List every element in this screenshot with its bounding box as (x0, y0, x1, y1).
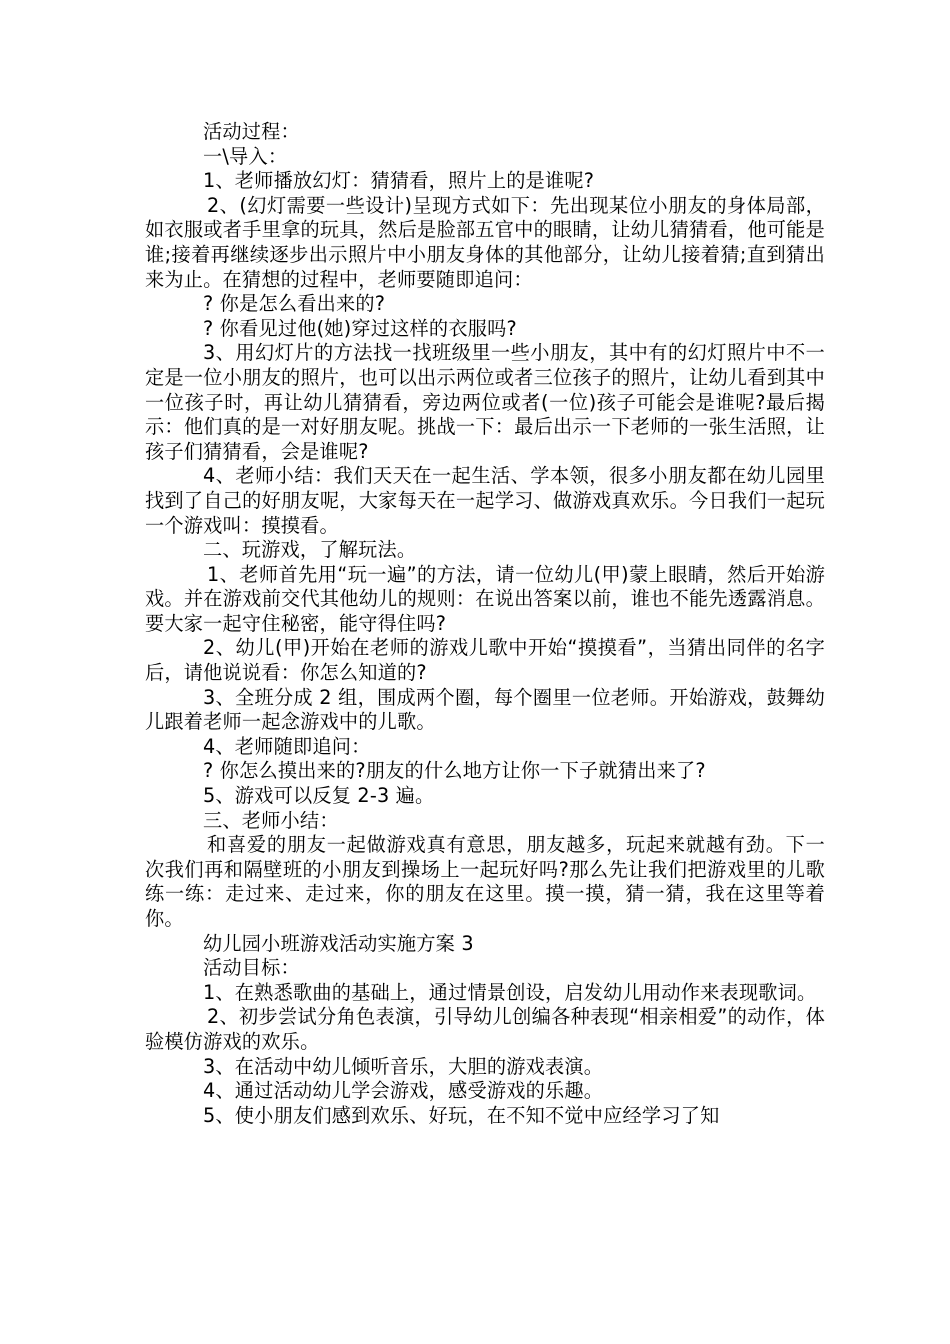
paragraph: 二、玩游戏，了解玩法。 (203, 538, 417, 562)
paragraph: 1、老师首先用“玩一遍”的方法，请一位幼儿(甲)蒙上眼睛，然后开始游戏。并在游戏前交代其他幼儿的规则：在说出答案以前，谁也不能先透露消息。要大家一起守住秘密，能守得住吗? (145, 562, 825, 635)
paragraph: 活动目标： (203, 956, 300, 980)
document-body (145, 120, 825, 1128)
paragraph: 一\导入： (203, 144, 288, 168)
paragraph: 幼儿园小班游戏活动实施方案 3 (203, 931, 474, 955)
paragraph: 2、幼儿(甲)开始在老师的游戏儿歌中开始“摸摸看”，当猜出同伴的名字后，请他说说看：你怎么知道的? (145, 636, 825, 685)
paragraph: 和喜爱的朋友一起做游戏真有意思，朋友越多，玩起来就越有劲。下一次我们再和隔壁班的小朋友到操场上一起玩好吗?那么先让我们把游戏里的儿歌练一练：走过来、走过来，你的朋友在这里。摸一摸，猜一猜，我在这里等着你。 (145, 833, 825, 930)
paragraph: 4、老师随即追问： (203, 734, 371, 758)
paragraph: 2、(幻灯需要一些设计)呈现方式如下：先出现某位小朋友的身体局部，如衣服或者手里拿的玩具，然后是脸部五官中的眼睛，让幼儿猜猜看，他可能是谁;接着再继续逐步出示照片中小朋友身体的其他部分，让幼儿接着猜;直到猜出来为止。在猜想的过程中，老师要随即追问： (145, 193, 825, 291)
paragraph: ? 你看见过他(她)穿过这样的衣服吗? (203, 316, 517, 340)
paragraph: 活动过程： (203, 120, 300, 143)
paragraph: 4、老师小结：我们天天在一起生活、学本领，很多小朋友都在幼儿园里找到了自己的好朋友呢，大家每天在一起学习、做游戏真欢乐。今日我们一起玩一个游戏叫：摸摸看。 (145, 464, 825, 537)
paragraph: ? 你怎么摸出来的?朋友的什么地方让你一下子就猜出来了? (203, 759, 706, 783)
paragraph: 2、初步尝试分角色表演，引导幼儿创编各种表现“相亲相爱”的动作，体验模仿游戏的欢乐。 (145, 1005, 825, 1053)
paragraph: 三、老师小结： (203, 808, 339, 832)
paragraph: 5、游戏可以反复 2-3 遍。 (203, 784, 435, 808)
paragraph: 3、用幻灯片的方法找一找班级里一些小朋友，其中有的幻灯照片中不一定是一位小朋友的照片，也可以出示两位或者三位孩子的照片，让幼儿看到其中一位孩子时，再让幼儿猜猜看，旁边两位或者(一位)孩子可能会是谁呢?最后揭示：他们真的是一对好朋友呢。挑战一下：最后出示一下老师的一张生活照，让孩子们猜猜看，会是谁呢? (145, 341, 825, 463)
paragraph: 4、通过活动幼儿学会游戏，感受游戏的乐趣。 (203, 1079, 604, 1103)
paragraph: 3、在活动中幼儿倾听音乐，大胆的游戏表演。 (203, 1054, 604, 1078)
paragraph: 1、在熟悉歌曲的基础上，通过情景创设，启发幼儿用动作来表现歌词。 (203, 980, 817, 1004)
paragraph: 3、全班分成 2 组，围成两个圈，每个圈里一位老师。开始游戏，鼓舞幼儿跟着老师一起念游戏中的儿歌。 (145, 685, 825, 734)
paragraph: 1、老师播放幻灯：猜猜看，照片上的是谁呢? (203, 169, 595, 193)
paragraph: 5、使小朋友们感到欢乐、好玩，在不知不觉中应经学习了知 (203, 1103, 720, 1127)
paragraph: ? 你是怎么看出来的? (203, 292, 386, 316)
